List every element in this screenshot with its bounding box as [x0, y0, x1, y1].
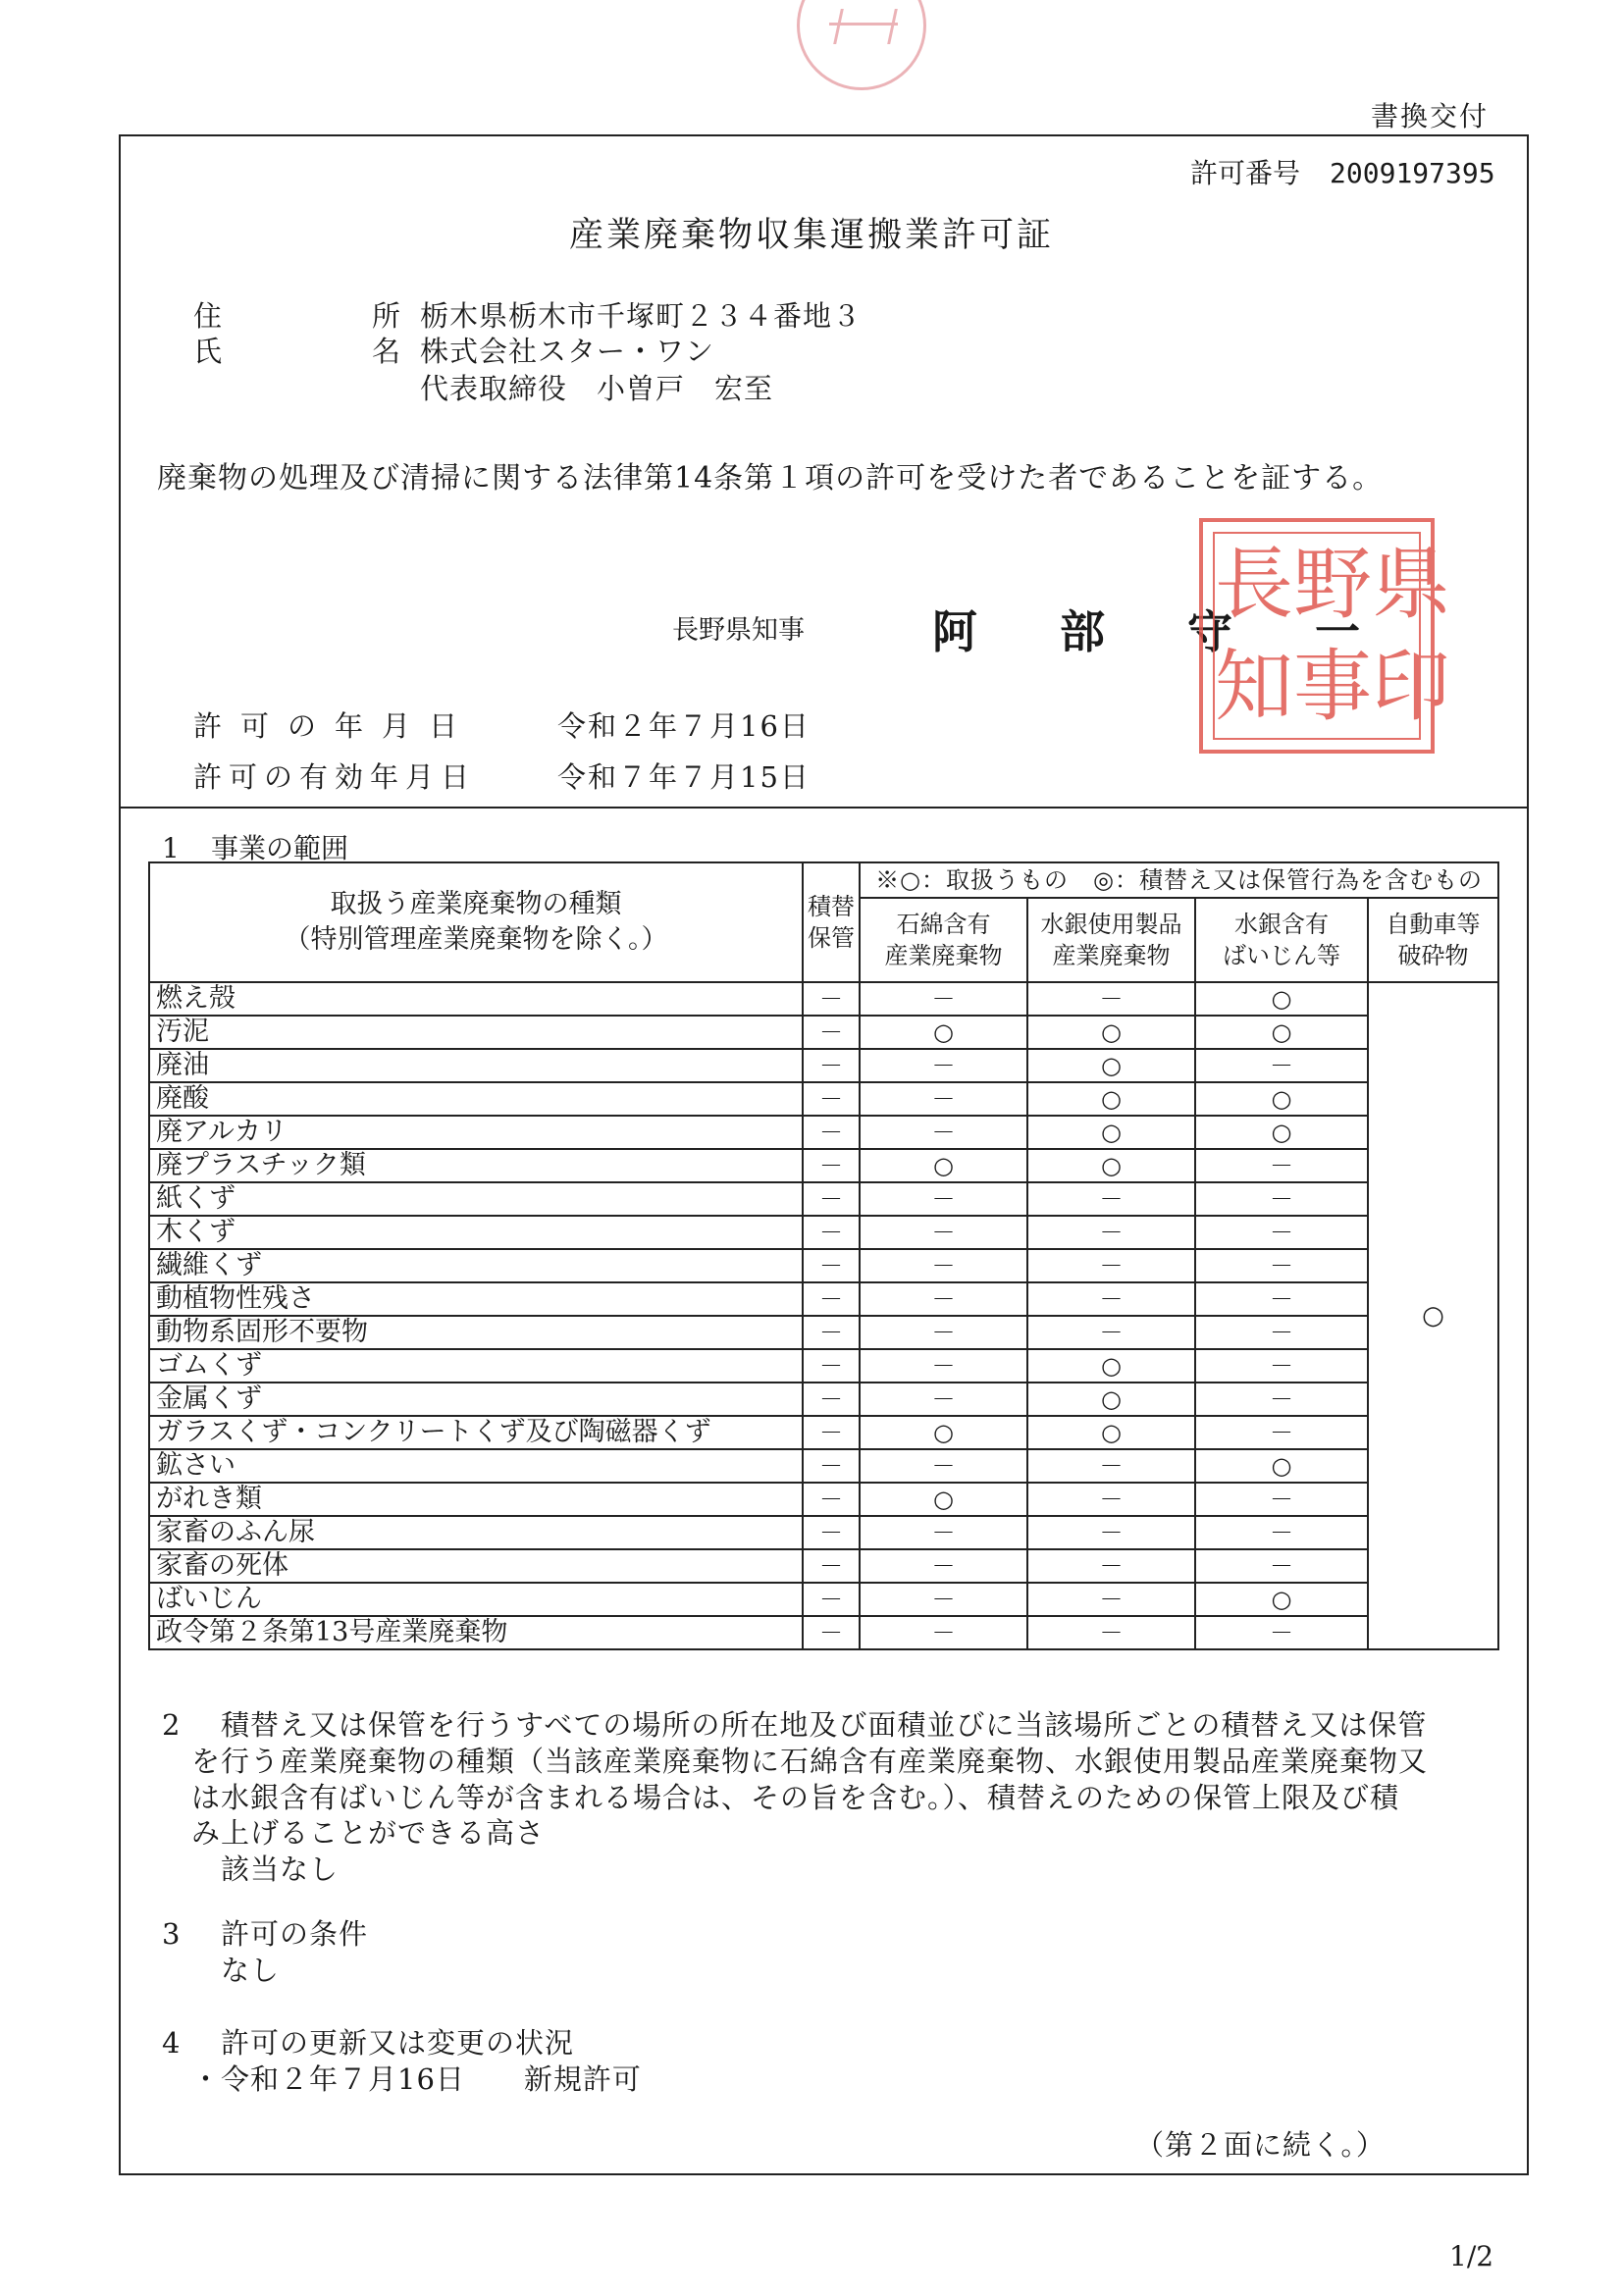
asbestos-cell: －: [860, 1082, 1027, 1116]
section2-value: 該当なし: [221, 1852, 340, 1887]
section3-title: 許可の条件: [221, 1917, 369, 1951]
document-title: 産業廃棄物収集運搬業許可証: [568, 216, 1054, 255]
waste-type-cell: がれき類: [149, 1483, 803, 1516]
mercury-product-cell: ○: [1027, 1416, 1195, 1449]
storage-cell: －: [803, 1116, 860, 1149]
continued-note: （第２面に続く。）: [1135, 2128, 1386, 2162]
col-header-mercury-dust: [1195, 898, 1368, 982]
storage-cell: －: [803, 1449, 860, 1483]
asbestos-cell: ○: [860, 1483, 1027, 1516]
waste-type-cell: 動植物性残さ: [149, 1282, 803, 1316]
asbestos-cell: －: [860, 1249, 1027, 1282]
asbestos-cell: －: [860, 1216, 1027, 1249]
col-header-auto: [1368, 898, 1498, 982]
table-row: [149, 1316, 1498, 1349]
name-label: 氏 名: [193, 335, 462, 368]
section2-text1: 積替え又は保管を行うすべての場所の所在地及び面積並びに当該場所ごとの積替え又は保管: [221, 1708, 1428, 1742]
storage-cell: －: [803, 1216, 860, 1249]
waste-type-cell: 繊維くず: [149, 1249, 803, 1282]
table-row: [149, 982, 1498, 1016]
asbestos-cell: －: [860, 1516, 1027, 1549]
company-name: 株式会社スター・ワン: [420, 335, 715, 368]
waste-type-cell: 廃プラスチック類: [149, 1149, 803, 1182]
section4-number: 4: [162, 2026, 182, 2060]
mercury-product-cell: －: [1027, 1282, 1195, 1316]
waste-type-cell: 鉱さい: [149, 1449, 803, 1483]
table-row: [149, 1383, 1498, 1416]
waste-type-cell: 廃アルカリ: [149, 1116, 803, 1149]
table-row: [149, 1549, 1498, 1583]
seal-characters: [1213, 532, 1450, 740]
storage-cell: －: [803, 1149, 860, 1182]
table-row: [149, 1349, 1498, 1383]
storage-cell: －: [803, 1049, 860, 1082]
storage-cell: －: [803, 1416, 860, 1449]
mercury-product-cell: －: [1027, 982, 1195, 1016]
storage-cell: －: [803, 1082, 860, 1116]
mercury-product-cell: ○: [1027, 1049, 1195, 1082]
auto-crushed-cell: ○: [1368, 982, 1498, 1649]
table-row: [149, 1282, 1498, 1316]
address-label: 住 所: [193, 299, 462, 333]
col-header-storage-line1: 積替: [808, 892, 855, 920]
section2: [162, 1707, 1428, 1888]
table-row: [149, 1016, 1498, 1049]
mercury-product-cell: －: [1027, 1616, 1195, 1649]
col-header-auto-line1: 自動車等: [1386, 910, 1481, 938]
table-row: [149, 1116, 1498, 1149]
asbestos-cell: ○: [860, 1016, 1027, 1049]
section-divider: [119, 807, 1529, 809]
storage-cell: －: [803, 1483, 860, 1516]
waste-type-cell: 政令第２条第13号産業廃棄物: [149, 1616, 803, 1649]
mercury-dust-cell: －: [1195, 1349, 1368, 1383]
table-row: [149, 1182, 1498, 1216]
table-row: [149, 1483, 1498, 1516]
col-header-type-line2: （特別管理産業廃棄物を除く。）: [284, 924, 668, 955]
asbestos-cell: ○: [860, 1416, 1027, 1449]
mercury-dust-cell: ○: [1195, 1016, 1368, 1049]
mercury-dust-cell: ○: [1195, 1116, 1368, 1149]
waste-type-cell: ばいじん: [149, 1583, 803, 1616]
table-row: [149, 1583, 1498, 1616]
asbestos-cell: －: [860, 1449, 1027, 1483]
mercury-product-cell: －: [1027, 1182, 1195, 1216]
storage-cell: －: [803, 1016, 860, 1049]
scope-table: [148, 861, 1499, 1650]
storage-cell: －: [803, 1549, 860, 1583]
asbestos-cell: －: [860, 1316, 1027, 1349]
waste-type-cell: 汚泥: [149, 1016, 803, 1049]
col-header-storage: [803, 862, 860, 982]
storage-cell: －: [803, 1349, 860, 1383]
permit-date-label: 許可の年月日: [193, 709, 477, 743]
section2-line4: み上げることができる高さ: [191, 1816, 546, 1851]
asbestos-cell: －: [860, 1116, 1027, 1149]
certification-statement: 廃棄物の処理及び清掃に関する法律第14条第１項の許可を受けた者であることを証する。: [157, 461, 1384, 496]
mercury-product-cell: ○: [1027, 1016, 1195, 1049]
address-value: 栃木県栃木市千塚町２３４番地３: [420, 299, 863, 333]
mercury-product-cell: －: [1027, 1583, 1195, 1616]
storage-cell: －: [803, 1383, 860, 1416]
permit-number-value: 2009197395: [1330, 157, 1495, 189]
mercury-dust-cell: －: [1195, 1216, 1368, 1249]
mercury-product-cell: ○: [1027, 1149, 1195, 1182]
section2-line2: を行う産業廃棄物の種類（当該産業廃棄物に石綿含有産業廃棄物、水銀使用製品産業廃棄物又: [191, 1744, 1429, 1778]
col-header-asbestos-line1: 石綿含有: [896, 910, 991, 938]
mercury-dust-cell: －: [1195, 1049, 1368, 1082]
mercury-dust-cell: －: [1195, 1416, 1368, 1449]
waste-type-cell: ゴムくず: [149, 1349, 803, 1383]
mercury-product-cell: ○: [1027, 1383, 1195, 1416]
mercury-product-cell: －: [1027, 1483, 1195, 1516]
table-row: [149, 1149, 1498, 1182]
waste-type-cell: 廃酸: [149, 1082, 803, 1116]
permit-number-label: 許可番号: [1190, 157, 1301, 189]
permit-date: 令和２年７月16日: [557, 709, 811, 743]
permit-number: [1190, 152, 1495, 191]
section3-value: なし: [221, 1953, 281, 1987]
asbestos-cell: ○: [860, 1149, 1027, 1182]
col-header-storage-line2: 保管: [808, 924, 855, 952]
reissue-label: 書換交付: [1371, 100, 1490, 132]
col-header-mercury-dust-line2: ばいじん等: [1223, 942, 1340, 969]
section4-entry: ・令和２年７月16日 新規許可: [191, 2061, 642, 2096]
mercury-dust-cell: －: [1195, 1483, 1368, 1516]
asbestos-cell: －: [860, 1616, 1027, 1649]
waste-type-cell: 家畜の死体: [149, 1549, 803, 1583]
asbestos-cell: －: [860, 982, 1027, 1016]
mercury-product-cell: －: [1027, 1216, 1195, 1249]
section2-line3: は水銀含有ばいじん等が含まれる場合は、その旨を含む。）、積替えのための保管上限及び積: [191, 1780, 1400, 1814]
mercury-dust-cell: ○: [1195, 1082, 1368, 1116]
waste-type-cell: 燃え殻: [149, 982, 803, 1016]
mercury-dust-cell: ○: [1195, 982, 1368, 1016]
table-row: [149, 1249, 1498, 1282]
asbestos-cell: －: [860, 1583, 1027, 1616]
table-row: [149, 1449, 1498, 1483]
valid-until-label: 許可の有効年月日: [193, 760, 477, 794]
col-header-type-line1: 取扱う産業廃棄物の種類: [330, 888, 622, 919]
mercury-dust-cell: －: [1195, 1616, 1368, 1649]
col-header-asbestos-line2: 産業廃棄物: [884, 942, 1003, 969]
section3-number: 3: [162, 1917, 182, 1951]
representative: 代表取締役 小曽戸 宏至: [420, 372, 774, 405]
waste-type-cell: ガラスくず・コンクリートくず及び陶磁器くず: [149, 1416, 803, 1449]
asbestos-cell: －: [860, 1182, 1027, 1216]
asbestos-cell: －: [860, 1349, 1027, 1383]
issuer-name: 阿 部 守 一: [932, 605, 1394, 658]
seal-char: 長: [1215, 539, 1293, 630]
section3: [162, 1916, 368, 1989]
storage-cell: －: [803, 1516, 860, 1549]
waste-type-cell: 金属くず: [149, 1383, 803, 1416]
storage-cell: －: [803, 1616, 860, 1649]
mercury-dust-cell: ○: [1195, 1449, 1368, 1483]
mercury-dust-cell: －: [1195, 1149, 1368, 1182]
seal-char: 印: [1372, 641, 1450, 732]
mercury-dust-cell: －: [1195, 1249, 1368, 1282]
table-row: [149, 1082, 1498, 1116]
received-stamp: [797, 0, 926, 90]
waste-type-cell: 家畜のふん尿: [149, 1516, 803, 1549]
seal-char: 県: [1372, 539, 1450, 630]
table-row: [149, 1049, 1498, 1082]
seal-char: 事: [1293, 641, 1372, 732]
section4: [162, 2025, 642, 2098]
legend-note: ※○：取扱うもの ◎：積替え又は保管行為を含むもの: [860, 862, 1498, 898]
col-header-asbestos: [860, 898, 1027, 982]
official-seal: [1199, 518, 1450, 754]
section2-line1: [162, 1707, 1428, 1744]
mercury-product-cell: －: [1027, 1249, 1195, 1282]
table-row: [149, 1616, 1498, 1649]
seal-char: 知: [1215, 641, 1293, 732]
table-row: [149, 1216, 1498, 1249]
storage-cell: －: [803, 1282, 860, 1316]
col-header-mercury-dust-line1: 水銀含有: [1234, 910, 1329, 938]
section4-title: 許可の更新又は変更の状況: [221, 2026, 575, 2060]
mercury-product-cell: －: [1027, 1516, 1195, 1549]
mercury-dust-cell: －: [1195, 1516, 1368, 1549]
asbestos-cell: －: [860, 1282, 1027, 1316]
table-row: [149, 1516, 1498, 1549]
asbestos-cell: －: [860, 1383, 1027, 1416]
mercury-dust-cell: －: [1195, 1282, 1368, 1316]
mercury-product-cell: －: [1027, 1449, 1195, 1483]
mercury-product-cell: －: [1027, 1549, 1195, 1583]
waste-type-cell: 動物系固形不要物: [149, 1316, 803, 1349]
mercury-dust-cell: －: [1195, 1182, 1368, 1216]
table-row: [149, 1416, 1498, 1449]
section1-heading: [162, 827, 348, 866]
mercury-dust-cell: －: [1195, 1316, 1368, 1349]
col-header-mercury-product-line1: 水銀使用製品: [1040, 910, 1182, 938]
seal-char: 野: [1293, 539, 1372, 630]
section1-title: 事業の範囲: [211, 832, 349, 864]
mercury-product-cell: ○: [1027, 1116, 1195, 1149]
mercury-product-cell: ○: [1027, 1082, 1195, 1116]
storage-cell: －: [803, 1316, 860, 1349]
col-header-auto-line2: 破砕物: [1397, 942, 1469, 969]
asbestos-cell: －: [860, 1049, 1027, 1082]
mercury-product-cell: ○: [1027, 1349, 1195, 1383]
storage-cell: －: [803, 1583, 860, 1616]
storage-cell: －: [803, 1249, 860, 1282]
mercury-dust-cell: ○: [1195, 1583, 1368, 1616]
issuer-title: 長野県知事: [672, 615, 805, 646]
mercury-dust-cell: －: [1195, 1383, 1368, 1416]
storage-cell: －: [803, 982, 860, 1016]
valid-until: 令和７年７月15日: [557, 760, 811, 794]
page-number: 1/2: [1449, 2240, 1494, 2272]
mercury-dust-cell: －: [1195, 1549, 1368, 1583]
mercury-product-cell: －: [1027, 1316, 1195, 1349]
section3-heading: [162, 1916, 368, 1953]
section2-number: 2: [162, 1708, 182, 1742]
waste-type-cell: 木くず: [149, 1216, 803, 1249]
waste-type-cell: 紙くず: [149, 1182, 803, 1216]
storage-cell: －: [803, 1182, 860, 1216]
col-header-mercury-product: [1027, 898, 1195, 982]
section4-heading: [162, 2025, 642, 2061]
col-header-mercury-product-line2: 産業廃棄物: [1052, 942, 1171, 969]
waste-type-cell: 廃油: [149, 1049, 803, 1082]
col-header-type: [149, 862, 803, 982]
section1-number: 1: [162, 832, 180, 864]
asbestos-cell: －: [860, 1549, 1027, 1583]
